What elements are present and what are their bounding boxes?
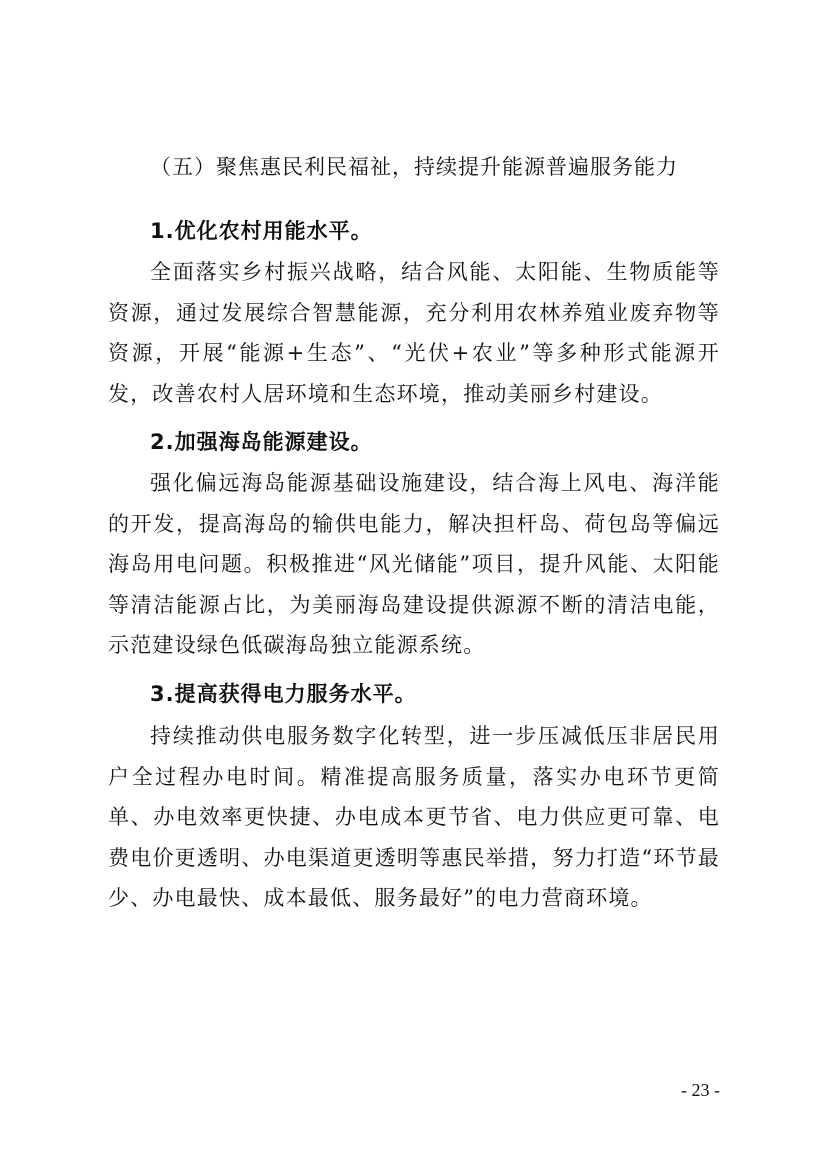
subsection-paragraph-1: 全面落实乡村振兴战略，结合风能、太阳能、生物质能等资源，通过发展综合智慧能源，充分利用农林养殖业废弃物等资源，开展“能源+生态”、“光伏+农业”等多种形式能源开发，改善农村人居环境和生态环境，推动美丽乡村建设。 — [108, 260, 720, 406]
subsection-heading-2: 2.加强海岛能源建设。 — [150, 430, 373, 454]
section-heading: （五）聚焦惠民利民福祉，持续提升能源普遍服务能力 — [150, 155, 678, 179]
subsection-paragraph-2: 强化偏远海岛能源基础设施建设，结合海上风电、海洋能的开发，提高海岛的输供电能力，解决担杆岛、荷包岛等偏远海岛用电问题。积极推进“风光储能”项目，提升风能、太阳能等清洁能源占比，为美丽海岛建设提供源源不断的清洁电能，示范建设绿色低碳海岛独立能源系统。 — [108, 471, 720, 657]
subsection-heading-1: 1.优化农村用能水平。 — [150, 219, 373, 243]
subsection-heading-3: 3.提高获得电力服务水平。 — [150, 682, 417, 706]
subsection-paragraph-3: 持续推动供电服务数字化转型，进一步压减低压非居民用户全过程办电时间。精准提高服务质量，落实办电环节更简单、办电效率更快捷、办电成本更节省、电力供应更可靠、电费电价更透明、办电渠道更透明等惠民举措，努力打造“环节最少、办电最快、成本最低、服务最好”的电力营商环境。 — [108, 724, 720, 910]
page-number: - 23 - — [681, 1080, 720, 1100]
